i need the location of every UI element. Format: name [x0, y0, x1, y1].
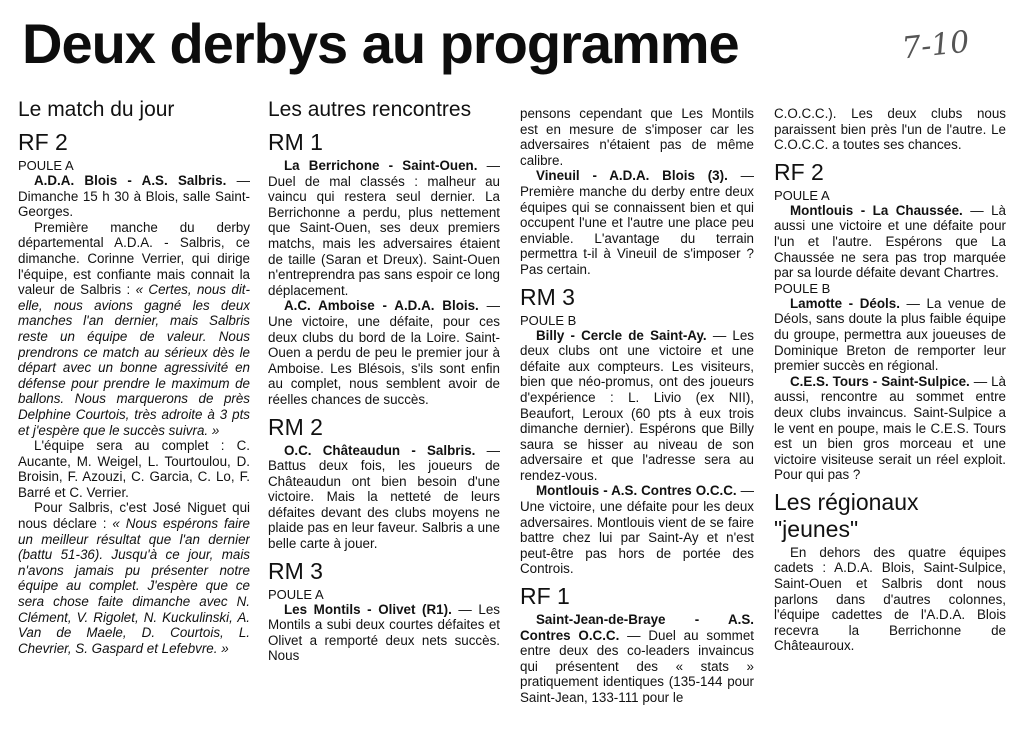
paragraph-continued: C.O.C.C.). Les deux clubs nous paraissent bien près l'un de l'autre. Le C.O.C.C. a toutes ses chances. — [774, 106, 1006, 153]
match-paragraph — [520, 328, 754, 484]
division-rm3: RM 3 — [520, 283, 575, 310]
paragraph: En dehors des quatre équipes cadets : A.D.A. Blois, Saint-Sulpice, Saint-Ouen et Salbris dont nous parlons dans d'autres colonnes, l'équipe cadettes de l'A.D.A. Blois recevra la Berrichonne de Châteauroux. — [774, 544, 1006, 654]
match-title: Montlouis - La Chaussée. — [790, 202, 963, 218]
poule-label: POULE A — [18, 158, 74, 173]
match-intro: — Dimanche 15 h 30 à Blois, salle Saint-Georges. — [18, 173, 250, 220]
paragraph — [18, 220, 250, 438]
match-title: Montlouis - A.S. Contres O.C.C. — [536, 483, 737, 499]
match-paragraph — [774, 296, 1006, 374]
division-rm1: RM 1 — [268, 129, 323, 155]
paragraph-text: Première manche du derby départemental A.D.A. - Salbris, ce dimanche. Corinne Verrier, qui dirige l'équipe, est confiante mais connait la valeur de Salbris : — [18, 219, 250, 298]
match-paragraph — [520, 483, 754, 577]
match-title: O.C. Châteaudun - Salbris. — [284, 442, 476, 458]
division-rm3: RM 3 — [268, 557, 323, 584]
column-3 — [520, 106, 754, 735]
match-paragraph — [520, 612, 754, 706]
section-title-match-du-jour: Le match du jour — [18, 98, 175, 121]
quote: « Certes, nous dit-elle, nous avions gagné les deux manches l'an dernier, mais Salbris reste un équipe de valeur. Nous prendrons ce match au sérieux dès le départ avec un bonne agressivité en défense pour prendre le maximum de ballons. Nous marquerons de près Delphine Courtois, très adroite à 3 pts et j'espère que le succès suivra. » — [18, 282, 250, 438]
poule-label: POULE B — [774, 280, 831, 296]
section-title-regionaux-jeunes: Les régionaux "jeunes" — [774, 488, 919, 542]
match-title: A.D.A. Blois - A.S. Salbris. — [34, 173, 227, 188]
match-title: Billy - Cercle de Saint-Ay. — [536, 327, 707, 343]
match-text: — Duel de mal classés : malheur au vaincu qui restera seul dernier. La Berrichonne a perdu, plus nettement que Saint-Ouen, ses deux premiers matchs, mais les adversaires étaient de taille (Saran et Dreux). Saint-Ouen n'entreprendra pas sans espoir ce long déplacement. — [268, 158, 500, 298]
match-paragraph — [520, 168, 754, 277]
paragraph: L'équipe sera au complet : C. Aucante, M. Weigel, L. Tourtoulou, D. Broisin, F. Azouzi, C. Garcia, C. Lo, F. Barré et C. Verrier. — [18, 438, 250, 500]
poule-label: POULE B — [520, 312, 577, 328]
match-paragraph — [268, 298, 500, 407]
poule-label: POULE A — [268, 586, 324, 602]
paragraph-continued: pensons cependant que Les Montils est en mesure de s'imposer car les adversaires n'étaient pas de même calibre. — [520, 106, 754, 168]
column-1 — [18, 95, 250, 724]
division-rm2: RM 2 — [268, 413, 323, 440]
quote: « Nous espérons faire un meilleur résultat que l'an dernier (battu 51-36). Jusqu'à ce jour, mais n'avons jamais pu présenter notre équipe au complet. J'espère que ce sera chose faite dimanche avec N. Clément, V. Rigolet, N. Kuckulinski, A. Van de Maele, D. Courtois, L. Chevrier, S. Gaspard et Lefebvre. » — [18, 516, 250, 656]
division-rf2: RF 2 — [774, 158, 824, 185]
match-title: Les Montils - Olivet (R1). — [284, 601, 452, 617]
match-paragraph — [18, 173, 250, 220]
column-4 — [774, 106, 1006, 735]
match-title: Saint-Jean-de-Braye - A.S. Contres O.C.C. — [520, 612, 754, 643]
match-text: — Une victoire, une défaite pour les deux adversaires. Montlouis vient de se faire battre chez lui par Saint-Ay et n'est peut-être pas hors de portée des Controis. — [520, 483, 754, 577]
section-title-autres-rencontres: Les autres rencontres — [268, 98, 472, 121]
match-text: — Duel au sommet entre deux des co-leaders invaincus qui présentent des « stats » pratiquement identiques (135-144 pour Saint-Jean, 133-111 pour le — [520, 627, 754, 705]
headline: Deux derbys au programme — [22, 12, 739, 75]
match-text: — Battus deux fois, les joueurs de Châteaudun ont bien besoin d'une victoire. Mais la netteté de leurs défaites devant des clubs moyens ne plaide pas en leur faveur. Salbris a une belle carte à jouer. — [268, 442, 500, 552]
division-rf1: RF 1 — [520, 583, 570, 610]
match-text: — Une victoire, une défaite, pour ces deux clubs du bord de la Loire. Saint-Ouen a perdu de peu le premier jour à Amboise. Les Blésois, s'ils sont enfin au complet, nous semblent avoir de réelles chances de succès. — [268, 298, 500, 407]
paragraph-text: Pour Salbris, c'est José Niguet qui nous déclare : — [18, 500, 250, 532]
handwritten-note: 7-10 — [900, 24, 972, 67]
match-paragraph — [268, 602, 500, 664]
match-paragraph — [774, 203, 1006, 281]
match-text: — Là aussi une victoire et une défaite pour l'un et l'autre. Espérons que La Chaussée ne sera pas trop marquée par sa lourde défaite devant Chartres. — [774, 202, 1006, 281]
division-rf2: RF 2 — [18, 129, 68, 155]
match-title: La Berrichone - Saint-Ouen. — [284, 158, 478, 173]
match-paragraph — [774, 374, 1006, 483]
match-text: — Première manche du derby entre deux équipes qui se connaissent bien et qui occupent l'une et l'autre une place peu enviable. L'avantage du terrain permettra t-il à Vineuil de s'imposer ? Pas certain. — [520, 168, 754, 277]
match-title: Vineuil - A.D.A. Blois (3). — [536, 168, 728, 184]
match-text: — Les deux clubs ont une victoire et une défaite aux compteurs. Les visiteurs, bien que néo-promus, ont des joueurs d'expérience : L. Livio (ex NII), Beaufort, Leroux (60 pts à eux trois dimanche dernier). Espérons que Billy saura se hisser au niveau de son adversaire et que l'adresse sera au rendez-vous. — [520, 327, 754, 483]
match-title: A.C. Amboise - A.D.A. Blois. — [284, 298, 479, 314]
match-paragraph — [268, 443, 500, 552]
poule-label: POULE A — [774, 187, 830, 203]
match-text: — La venue de Déols, sans doute la plus faible équipe du groupe, permettra aux joueuses de Dominique Breton de remporter leur premier succès en régional. — [774, 295, 1006, 374]
match-title: C.E.S. Tours - Saint-Sulpice. — [790, 373, 970, 389]
match-title: Lamotte - Déols. — [790, 295, 900, 311]
match-text: — Les Montils a subi deux courtes défaites et Olivet a remporté deux nets succès. Nous — [268, 601, 500, 664]
match-paragraph — [268, 158, 500, 298]
paragraph — [18, 500, 250, 656]
column-2 — [268, 95, 500, 724]
match-text: — Là aussi, rencontre au sommet entre deux clubs invaincus. Saint-Sulpice a le vent en poupe, mais le C.E.S. Tours est un bien gros morceau et une victoire visiteuse serait un réel exploit. Pour qui pas ? — [774, 373, 1006, 483]
